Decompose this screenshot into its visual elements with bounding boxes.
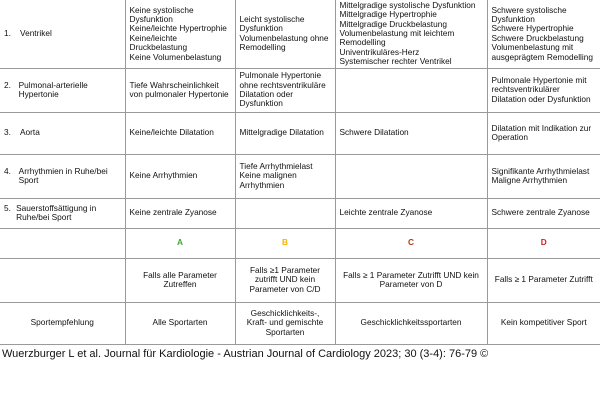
- table-row: [0, 112, 600, 154]
- cell-line: Systemischer rechter Ventrikel: [339, 56, 452, 67]
- cell-b: [235, 198, 335, 228]
- cell-d: [487, 0, 600, 68]
- cell-line: Keine zentrale Zyanose: [129, 207, 217, 218]
- sport-b: Geschicklichkeits-, Kraft- und gemischte Sportarten: [235, 302, 335, 344]
- cell-line: Keine systolische Dysfunktion: [129, 4, 194, 24]
- cell-line: Mittelgradige Dilatation: [239, 127, 324, 138]
- cell-line: Univentrikuläres-Herz: [339, 46, 420, 57]
- cell-b: [235, 68, 335, 112]
- criteria-b: Falls ≥1 Parameter zutrifft UND kein Parameter von C/D: [235, 258, 335, 302]
- row-label: 5. Sauerstoffsättigung in Ruhe/bei Sport: [0, 198, 125, 228]
- cell-d: [487, 112, 600, 154]
- cell-d: [487, 68, 600, 112]
- table-row: [0, 154, 600, 198]
- table-row: [0, 68, 600, 112]
- cell-line: Keine Volumenbelastung: [129, 51, 222, 62]
- cell-a: [125, 68, 235, 112]
- row-label: 2. Pulmonal-arterielle Hypertonie: [0, 68, 125, 112]
- cell-c: [335, 112, 487, 154]
- category-row: [0, 228, 600, 258]
- sport-c: Geschicklichkeitssportarten: [335, 302, 487, 344]
- cell-c: [335, 198, 487, 228]
- sport-d: Kein kompetitiver Sport: [487, 302, 600, 344]
- category-d: D: [487, 228, 600, 258]
- sport-a: Alle Sportarten: [125, 302, 235, 344]
- category-c: C: [335, 228, 487, 258]
- cell-line: Schwere Druckbelastung: [491, 32, 584, 43]
- cell-line: Mittelgradige Hypertrophie: [339, 9, 437, 20]
- cell-line: Keine Arrhythmien: [129, 170, 198, 181]
- cell-line: Mittelgradige Druckbelastung: [339, 18, 447, 29]
- category-b: B: [235, 228, 335, 258]
- cell-line: Dilatation mit Indikation zur Operation: [491, 122, 592, 142]
- cell-b: [235, 154, 335, 198]
- category-a: A: [125, 228, 235, 258]
- cell-a: [125, 198, 235, 228]
- row-label: 3. Aorta: [0, 112, 125, 154]
- cell-line: Keine/leichte Dilatation: [129, 127, 214, 138]
- citation: Wuerzburger L et al. Journal für Kardiologie - Austrian Journal of Cardiology 2023; 30 (3-4): 76-79 ©: [2, 348, 489, 360]
- cell-a: [125, 112, 235, 154]
- cell-line: Tiefe Arrhythmielast: [239, 160, 313, 171]
- cell-c: [335, 68, 487, 112]
- cell-line: Volumenbelastung ohne Remodelling: [239, 32, 329, 53]
- cell-c: [335, 0, 487, 68]
- cell-line: Maligne Arrhythmien: [491, 175, 568, 185]
- cell-line: Mittelgradige systolische Dysfunktion: [339, 0, 476, 10]
- cell-line: Leicht systolische Dysfunktion: [239, 13, 305, 34]
- cell-b: [235, 112, 335, 154]
- cell-line: Keine malignen Arrhythmien: [239, 170, 297, 190]
- cell-b: [235, 0, 335, 68]
- cell-line: Pulmonale Hypertonie ohne rechtsventrikuläre Dilatation oder Dysfunktion: [239, 70, 326, 109]
- cell-line: Schwere Dilatation: [339, 127, 409, 138]
- cell-line: Leichte zentrale Zyanose: [339, 207, 433, 218]
- cell-d: [487, 198, 600, 228]
- cell-line: Schwere systolische Dysfunktion: [491, 4, 567, 24]
- cell-line: Schwere Hypertrophie: [491, 23, 574, 34]
- criteria-row: [0, 258, 600, 302]
- cell-line: Pulmonale Hypertonie mit rechtsventrikulärer Dilatation oder Dysfunktion: [491, 74, 591, 104]
- cell-c: [335, 154, 487, 198]
- row-label: 1. Ventrikel: [0, 0, 125, 68]
- sport-label: Sportempfehlung: [0, 302, 125, 344]
- cell-line: Signifikante Arrhythmielast: [491, 165, 590, 176]
- cell-d: [487, 154, 600, 198]
- cell-a: [125, 0, 235, 68]
- table-row: [0, 0, 600, 68]
- cell-line: Keine/leichte Druckbelastung: [129, 32, 188, 53]
- criteria-c: Falls ≥ 1 Parameter Zutrifft UND kein Parameter von D: [335, 258, 487, 302]
- cell-a: [125, 154, 235, 198]
- table-row: [0, 198, 600, 228]
- cell-line: Tiefe Wahrscheinlichkeit von pulmonaler Hypertonie: [129, 79, 229, 99]
- cell-line: Schwere zentrale Zyanose: [491, 207, 590, 218]
- empty-cell: [0, 258, 125, 302]
- sport-row: [0, 302, 600, 344]
- cell-line: Volumenbelastung mit leichtem Remodelling: [339, 28, 455, 48]
- criteria-d: Falls ≥ 1 Parameter Zutrifft: [487, 258, 600, 302]
- row-label: 4. Arrhythmien in Ruhe/bei Sport: [0, 154, 125, 198]
- empty-cell: [0, 228, 125, 258]
- cell-line: Keine/leichte Hypertrophie: [129, 23, 227, 34]
- cell-line: Volumenbelastung mit ausgeprägtem Remodelling: [491, 42, 593, 62]
- criteria-a: Falls alle Parameter Zutreffen: [125, 258, 235, 302]
